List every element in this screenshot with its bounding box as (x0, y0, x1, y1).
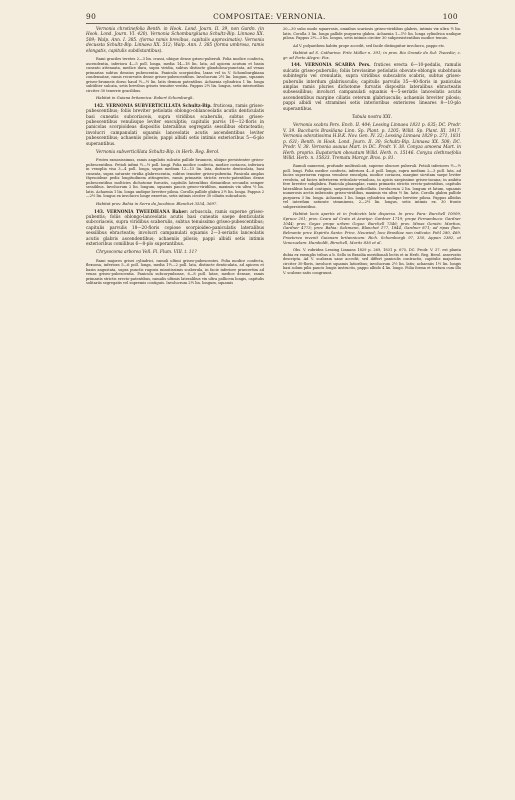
description-continuation: 20—30 subo modo squarrosis, omnibus scariosis griseo-viridibus glabris, intimis vix ultra ½ lin. latis. Corolla 3 lin. longa pallide purpurea glabra. Achaenia 1—1½ lin. longa cylindrica undique pilosa. Pappus 2½—3 lin. longus, setis intimis circiter 30 subpersistentibus modice tenuis. (283, 27, 461, 40)
right-page-number: 100 (442, 12, 458, 21)
species-heading: 143. VERNONIA TWEEDIEANA Baker: (94, 209, 188, 215)
habitat: Habitat prov. Bahia in Serra da Jacobina: Blanchet 3554, 3697. (96, 200, 218, 206)
variety-note: Ad V. polyanthem habitu prope accedit, sed facile distinguitur involucro, pappo etc. (293, 43, 446, 48)
species-entry (86, 210, 264, 248)
species-heading: 142. VERNONIA SUBVERTICILLATA Schultz-Bip. (94, 103, 212, 109)
species-diagnosis: frutices erecta 6—10-pedalis, ramulis sulcatis griseo-puberulis; foliis brevissime petiolatis obovato-oblongis subobtusis subintegris vel crenulatis, supra viridibus subscabris scabris, subtus griseo-puberulis interdum glabriusculis; capitulis parvulis 35—40-floris in paniculas amplas ramis pluries dichotome furvatis dispositis lateralibus ebracteatis subsessilibus; involucri campanulati squamis 4—5-seriatis lanceolatis acutis ascendentibus margine ciliatis ceterum glabriusculis; achaeniis breviter pilosis; pappi albidi vel straminei setis interioribus exteriores lineares 8—10-plo superantibus. (283, 63, 462, 112)
habitat: Habitat in Guiana britannica: Robert Schomburgk. (96, 95, 194, 101)
synonymy: Vernonia subverticillata Schultz-Bip. in Herb. Reg. Berol. (96, 149, 220, 155)
plate-reference: Tabula nostra XXI. (352, 115, 392, 121)
observation: Obs. V. rubridea Lessing Linnaea 1829 p. 269, 1831 p. 675, DC. Prodr. V. 37. est planta dubia ex exemplis tribus a b. Sello in Brasilia meridionali lectis et in Herb. Reg. Berol. asservatis descripta. Ad V. scabram sane accedit, sed differt paniculis contractis, capitulis majoribus circiter 30-floris, involucri squamis latioribus; involucrum 2½ lin. latis; achaeniis 1½ lin. longis basi solum pilis paucis longis instructis, pappo albido 4 lin. longo. Folia forma et textura cum illo V. scabrae satis congruunt. (283, 248, 461, 275)
page-header (86, 12, 458, 21)
left-page-number: 90 (86, 12, 97, 21)
species-diagnosis: arbuscula, ramis superne griseo-pubentis; foliis oblongo-lanceolatis acutis basi cuneatis saepe denticulatis subcoriaceis, supra viridibus scaberulis, subtus tenuissimo griseo-pubescentibus; capitulis parvulis 18—20-floris copiose scorpioideo-paniculatis lateralibus sessilibus ebracteatis; involucri campanulati squamis 2—3-seriatis lanceolatis acutis glabris ascendentibus; achaeniis pilosis; pappi albidi setis intimis exterioribus comilibus 6—8-plo superantibus. (86, 209, 265, 248)
habitat: Habitat locis apertis et in fruticetis late dispersa. In prov. Para: Burchell 10009, Spruce 201; prov. Ceara ad Crato et Araripe: Gardner 1719; prope Pernambuco: Gardner 1044; prov. Goyaz prope urbem Goyaz: Burchell 7346; prov. Minas Geraës: Martius, Gardner 4773; prov. Bahia: Salzmann, Blanchet 177, 1844, Gardner 871; ad ripas flum. Belmonte prov. Espirito Santo: Princ. Neuwied; loco Brasiliae non indicato: Pohl 280, 469. Praeterea invenit Guianam britannicam: Rich. Schomburgk 97, 350, Appun 2382, et Venezuelam: Humboldt, Birschell, Moritz 836 et al. (283, 211, 461, 245)
right-column (283, 27, 461, 278)
habitat: Habitat ad S. Catharina: Fritz Müller n. 391; in prov. Rio Grande do Sul: Tweedie; c. gr. ad Porto Alegre: Fox. (283, 50, 461, 60)
running-title: COMPOSITAE: VERNONIA. (213, 12, 326, 21)
description: Ramuli numerosi, profunde multisulcati, superne obscure puberuli. Petioli inferiores ½—½ poll. longi. Folia medice confecta, inferiora 4—6 poll. longa, supra medium 2—3 poll. lata, ad facies superiorem rugosa venulose exsculpta, modice coriacea, margine sicvitam saepe leviter revoluta, ad facies inferiorem reticulato-venulosa, in apicis saepissime griseo-incana; in ambitu fere breviter subglabra. Panicula pluamplae, ramis primariis strictis erecto-patentibus, capitulis lateralibus haud contiguis, saepissime pedicellatis. Involucrum 2 lin. longum et latum, squamis numerosis arctis imbricatis griseo-viridibus, maximis vix ultra ½ lin. latis. Corolla glabra pallide purpurea 3 lin. longa. Achaenia 1 lin. longa cylindrica undique breviter pilosa. Pappus albidus vel interdum saturate stramineus, 2—2½ lin. longus, setis intimis ex. 30 fronte subpersistentibus. (283, 164, 461, 209)
species-heading: 144. VERNONIA SCABRA Pers. (291, 63, 371, 69)
species-entry (283, 63, 461, 112)
synonymy: Vernonia scabra Pers. Ench. II. 404; Lessing Linnaea 1831 p. 635; DC. Prodr. V. 39. Baccharis Brasiliana Linn. Sp. Plant. p. 1205; Willd. Sp. Plant. III. 1917. Vernonia odoratissima H.B.K. Nov. Gen. IV. 32; Lessing Linnaea 1829 p. 271, 1831 p. 631; Benth. in Hook. Lond. Journ. II. 30; Schultz-Bip. Linnaea XX. 508; DC. Prodr. V. 38. Vernonia asauus Mart. in DC. Prodr. V. 38. Conyza amoena Mart. in Herb. proprio. Eupatorium obovatum Willd. Herb. n. 15146. Conyza clethraefolia Willd. Herb. n. 15633. Trematu Marcgr. Bras. p. 81. (283, 123, 461, 161)
description: Rami graciles teretes 2—3 lin. crassi, ubique dense griseo-puberuli. Folia modice confecta, ascendentia, inferiora 4—5 poll. longa, media 14—18 lin. lata, ad apicem acutum et basin cuneato attenuata, medice dura, supra viridia, subtus distincte glandulosa-punctata, ad venas primarias subtus densius pubescentia. Panicula scorpioidea, laxas vel in V. Schomburgkiana condensatae, ramis recurvatis dense griseo-pubescentibus. Involucrum 2½ lin. longum, squamis griseo-brunneis dorso haud ½—½ lin. latis demum patentibus. Achaenia cylindrica 1 lin. longa subtiliter sulcata, setis brevibus griseis tenuiter vestita. Pappus 2½ lin. longus, setis interioribus circiter 30 tenerrie gracilibus. (86, 57, 264, 93)
left-column (86, 27, 264, 289)
header-rule (86, 23, 458, 24)
description: Frutex ramosissimus, ramis angulatis sulcatis pallide brunneis, ubique persistenter griseo-pubescentibus. Petioli infimi ½—½ poll. longi. Folia modice confecta, modice coriacea, inferiora in vexoplia visa 3—4 poll. longa, supra medium 12—15 lin. lata, distincte denticulata, basi cuneata, supra saturate viridia glabrescentia, subtus tenuiter griseo-pubentia. Panicula amplas thyrsoideae pedis longitudinem attingentes, ramis primariis strictis erecto-patentibus dense pubescentibus molticies dichotome furcatis, capitulis lateralibus distantibus secundis semper sessilibus. Involucrum 2 lin. longum, squamis paucis griseo-viridibus, maximis vix ultra ½ lin. latis. Achaenia 1 lin. longa undique breviter pilosa. Corolla pallide glabra 2½ lin. longa. Pappus 2—2½ lin. longus ex involucro longe exsertus, setis intimis circiter 30 ciliatis subcaducis. (86, 158, 264, 199)
species-diagnosis: fruticosa, ramis griseo-pubescentibus; foliis breviter petiolatis oblongo-oblanceolatis acutis denticulatis basi cuneatis subcoriaceis, supra viridibus scaberulis, subtus griseo-pubescentibus venulisque leviter exsculptis; capitulis parvis 10—12-floris in panicolas scorpioideas dispositis lateralibus segregatis sessilibus ebracteatis; involucri campanulati squamis lanceolatis acutis ascendentibus leviter pubescentibus; achaeniis pilosis; pappi albidi setis intimis exterioribus 5—6-plo superantibus. (86, 103, 264, 147)
description: Rami majores grisei cylindrici, ramuli ultimi griseo-pubescentes. Folia modice confecta, flexuosa, inferiora 5—6 poll. longa, media 1½—2 poll. lata, distincte denticulata, ad apicem et basin angustata, supra punctis rugosis minutissimis scaberula, in facie inferiore praecertim ad venas griseo-pubescentia. Panicula subcorymbosae, 6—8 poll. latae, medice densae, ramis primariis strictis erecto-patentibus, ramulis ultimis lateralibus vix ultra pollicem longis, capitulis solitariis segregatis vel supremis contiguis. Involucrum 2½ lin. longum, squamis (86, 258, 264, 286)
synonymy: Chrysocoma arborea Vell. Fl. Flum. VIII. t. 11? (96, 250, 197, 256)
synonymy: Vernonia chrotinefolia Benth. in Hook. Lond. Journ. II. 39, non Gardn. (in Hook. Lond. Journ. VI. 420). Vernonia Schomburgkiana Schultz-Bip. Linnaea XX. 509; Walp. Ann. I. 385. (forma ramis brevibus, capitulis approximatis). Vernonia decussta Schultz-Bip. Linnaea XX. 512; Walp. Ann. I. 385 (forma umbrosa, ramis elongatis, capitulis subdistantibus). (86, 27, 264, 54)
species-entry (86, 104, 264, 147)
